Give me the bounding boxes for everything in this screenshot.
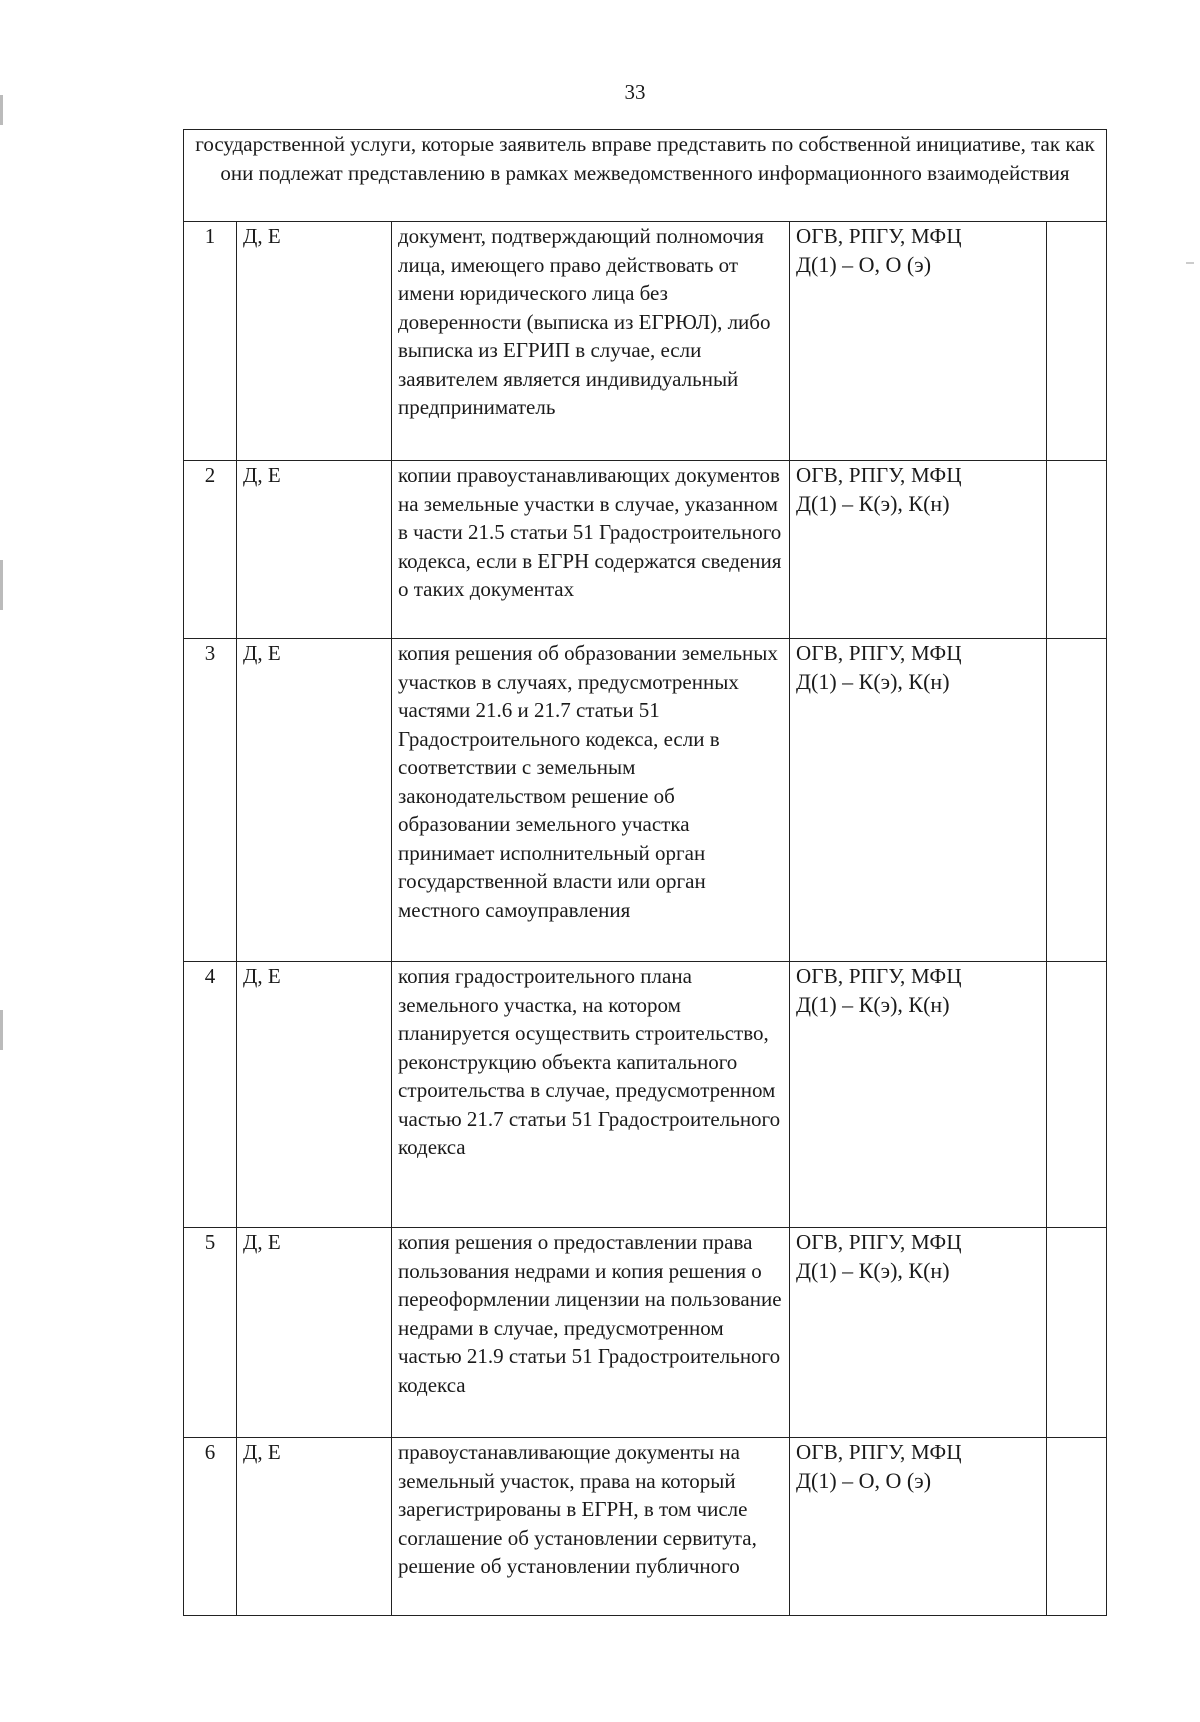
row-empty-cell — [1047, 639, 1107, 962]
row-document-description: копии правоустанавливающих документов на земельные участки в случае, указанном в части 21.5 статьи 51 Градостроительного кодекса, если в ЕГРН содержатся сведения о таких документах — [392, 461, 790, 639]
table-row — [184, 222, 1107, 461]
row-document-description: копия решения об образовании земельных участков в случаях, предусмотренных частями 21.6 и 21.7 статьи 51 Градостроительного кодекса, если в соответствии с земельным законодательством решение об образовании земельного участка принимает исполнительный орган государственной власти или орган местного самоуправления — [392, 639, 790, 962]
table-row — [184, 1438, 1107, 1616]
provision-channels: ОГВ, РПГУ, МФЦ — [796, 964, 962, 988]
table-row — [184, 962, 1107, 1228]
scan-edge-mark — [0, 95, 3, 125]
row-number: 5 — [184, 1228, 237, 1438]
row-empty-cell — [1047, 461, 1107, 639]
row-provision-method — [790, 222, 1047, 461]
page-number: 33 — [624, 80, 646, 104]
documents-table — [183, 129, 1107, 1616]
row-document-description: копия градостроительного плана земельного участка, на котором планируется осуществить строительство, реконструкцию объекта капитального строительства в случае, предусмотренном частью 21.7 статьи 51 Градостроительного кодекса — [392, 962, 790, 1228]
table-row — [184, 639, 1107, 962]
row-number: 2 — [184, 461, 237, 639]
provision-form: Д(1) – О, О (э) — [796, 1467, 932, 1493]
row-category: Д, Е — [237, 1438, 392, 1616]
provision-form: Д(1) – К(э), К(н) — [796, 490, 950, 516]
row-provision-method — [790, 461, 1047, 639]
row-provision-method — [790, 1228, 1047, 1438]
row-document-description: копия решения о предоставлении права пользования недрами и копия решения о переоформлении лицензии на пользование недрами в случае, предусмотренном частью 21.9 статьи 51 Градостроительного кодекса — [392, 1228, 790, 1438]
row-number: 6 — [184, 1438, 237, 1616]
table-row — [184, 1228, 1107, 1438]
row-document-description: документ, подтверждающий полномочия лица, имеющего право действовать от имени юридического лица без доверенности (выписка из ЕГРЮЛ), либо выписка из ЕГРИП в случае, если заявителем является индивидуальный предприниматель — [392, 222, 790, 461]
table-header-row — [184, 130, 1107, 222]
row-provision-method — [790, 962, 1047, 1228]
scan-edge-mark — [0, 1010, 3, 1050]
row-number: 4 — [184, 962, 237, 1228]
provision-channels: ОГВ, РПГУ, МФЦ — [796, 641, 962, 665]
provision-channels: ОГВ, РПГУ, МФЦ — [796, 463, 962, 487]
row-empty-cell — [1047, 962, 1107, 1228]
row-provision-method — [790, 639, 1047, 962]
provision-form: Д(1) – К(э), К(н) — [796, 991, 950, 1017]
row-number: 3 — [184, 639, 237, 962]
provision-channels: ОГВ, РПГУ, МФЦ — [796, 224, 962, 248]
row-category: Д, Е — [237, 962, 392, 1228]
provision-form: Д(1) – К(э), К(н) — [796, 1257, 950, 1283]
row-empty-cell — [1047, 222, 1107, 461]
row-category: Д, Е — [237, 639, 392, 962]
provision-form: Д(1) – К(э), К(н) — [796, 668, 950, 694]
provision-form: Д(1) – О, О (э) — [796, 251, 932, 277]
scan-dot-mark — [1186, 262, 1194, 264]
row-empty-cell — [1047, 1228, 1107, 1438]
row-provision-method — [790, 1438, 1047, 1616]
scan-edge-mark — [0, 560, 3, 610]
provision-channels: ОГВ, РПГУ, МФЦ — [796, 1440, 962, 1464]
table-section-header: государственной услуги, которые заявитель вправе представить по собственной инициативе, так как они подлежат представлению в рамках межведомственного информационного взаимодействия — [184, 130, 1107, 222]
row-number: 1 — [184, 222, 237, 461]
table-row — [184, 461, 1107, 639]
provision-channels: ОГВ, РПГУ, МФЦ — [796, 1230, 962, 1254]
row-category: Д, Е — [237, 222, 392, 461]
row-empty-cell — [1047, 1438, 1107, 1616]
row-category: Д, Е — [237, 461, 392, 639]
row-category: Д, Е — [237, 1228, 392, 1438]
row-document-description: правоустанавливающие документы на земельный участок, права на который зарегистрированы в ЕГРН, в том числе соглашение об установлении сервитута, решение об установлении публичного — [392, 1438, 790, 1616]
